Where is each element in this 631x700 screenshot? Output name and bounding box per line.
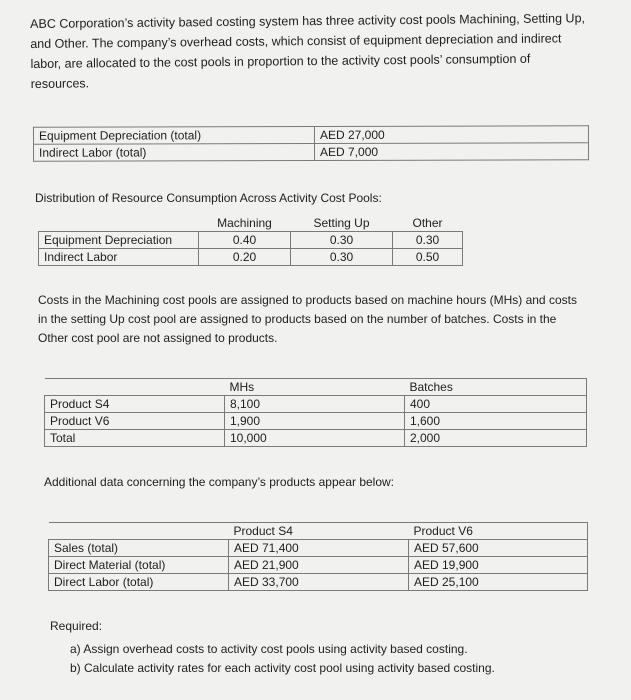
table-row <box>34 143 589 161</box>
overhead-value: AED 7,000 <box>315 143 589 161</box>
intro-line: resources. <box>30 76 90 91</box>
table-row <box>45 430 587 447</box>
table-cell: 0.30 <box>291 232 393 249</box>
column-header: Machining <box>217 216 272 230</box>
table-row <box>49 574 588 591</box>
costs-line: in the setting Up cost pool are assigned to products based on the number of batches. Costs in the <box>38 312 557 326</box>
required-item: a) Assign overhead costs to activity cost pools using activity based costing. <box>70 642 468 656</box>
table-cell: 0.40 <box>199 232 291 249</box>
table-cell: 10,000 <box>225 430 405 447</box>
column-header: Batches <box>405 379 587 396</box>
table-row <box>39 215 463 232</box>
table-cell: AED 21,900 <box>229 557 409 574</box>
overhead-table <box>33 125 589 161</box>
required-title: Required: <box>50 619 103 633</box>
table-cell: 2,000 <box>405 430 587 447</box>
column-header: Other <box>412 216 443 230</box>
table-cell: 0.20 <box>199 249 291 266</box>
table-row <box>39 232 463 249</box>
table-row <box>45 413 587 430</box>
table-cell: 8,100 <box>225 396 405 413</box>
table-cell: 0.30 <box>393 232 463 249</box>
table-cell: AED 19,900 <box>409 557 588 574</box>
row-label: Sales (total) <box>49 540 229 557</box>
table-row <box>39 249 463 266</box>
overhead-label: Equipment Depreciation (total) <box>33 126 314 144</box>
row-label: Direct Material (total) <box>49 557 229 574</box>
table-row <box>49 540 588 557</box>
distribution-table <box>38 215 463 266</box>
table-row <box>45 379 587 396</box>
intro-paragraph <box>30 8 601 94</box>
overhead-label: Indirect Labor (total) <box>34 143 315 161</box>
table-cell: AED 57,600 <box>409 540 588 557</box>
table-cell: 1,900 <box>225 413 405 430</box>
required-item: b) Calculate activity rates for each activity cost pool using activity based costing. <box>70 661 495 675</box>
activity-table <box>44 378 587 447</box>
table-cell: 0.50 <box>393 249 463 266</box>
table-row <box>33 126 588 144</box>
table-row <box>49 523 588 540</box>
overhead-value: AED 27,000 <box>314 126 588 144</box>
costs-paragraph <box>38 291 577 348</box>
table-cell: 400 <box>405 396 587 413</box>
row-label: Direct Labor (total) <box>49 574 229 591</box>
intro-line: labor, are allocated to the cost pools in proportion to the activity cost pools’ consumption of <box>30 51 531 71</box>
intro-line: ABC Corporation’s activity based costing system has three activity cost pools Machining, Setting Up, <box>30 11 586 31</box>
required-list <box>70 640 495 678</box>
row-label: Equipment Depreciation <box>39 232 199 249</box>
column-header: MHs <box>225 379 405 396</box>
costs-line: Other cost pool are not assigned to products. <box>38 331 278 345</box>
products-table <box>48 522 588 591</box>
row-label: Total <box>45 430 225 447</box>
table-cell: 0.30 <box>291 249 393 266</box>
table-cell: AED 71,400 <box>229 540 409 557</box>
table-cell: AED 25,100 <box>409 574 588 591</box>
row-label: Indirect Labor <box>39 249 199 266</box>
table-cell: AED 33,700 <box>229 574 409 591</box>
row-label: Product S4 <box>45 396 225 413</box>
intro-line: and Other. The company’s overhead costs, which consist of equipment depreciation and indirect <box>30 31 562 51</box>
column-header: Product V6 <box>409 523 588 540</box>
additional-title: Additional data concerning the company’s products appear below: <box>44 475 395 489</box>
column-header: Product S4 <box>229 523 409 540</box>
distribution-title: Distribution of Resource Consumption Across Activity Cost Pools: <box>35 191 382 205</box>
column-header: Setting Up <box>313 216 370 230</box>
costs-line: Costs in the Machining cost pools are assigned to products based on machine hours (MHs) and costs <box>38 293 577 307</box>
table-cell: 1,600 <box>405 413 587 430</box>
table-row <box>45 396 587 413</box>
row-label: Product V6 <box>45 413 225 430</box>
table-row <box>49 557 588 574</box>
